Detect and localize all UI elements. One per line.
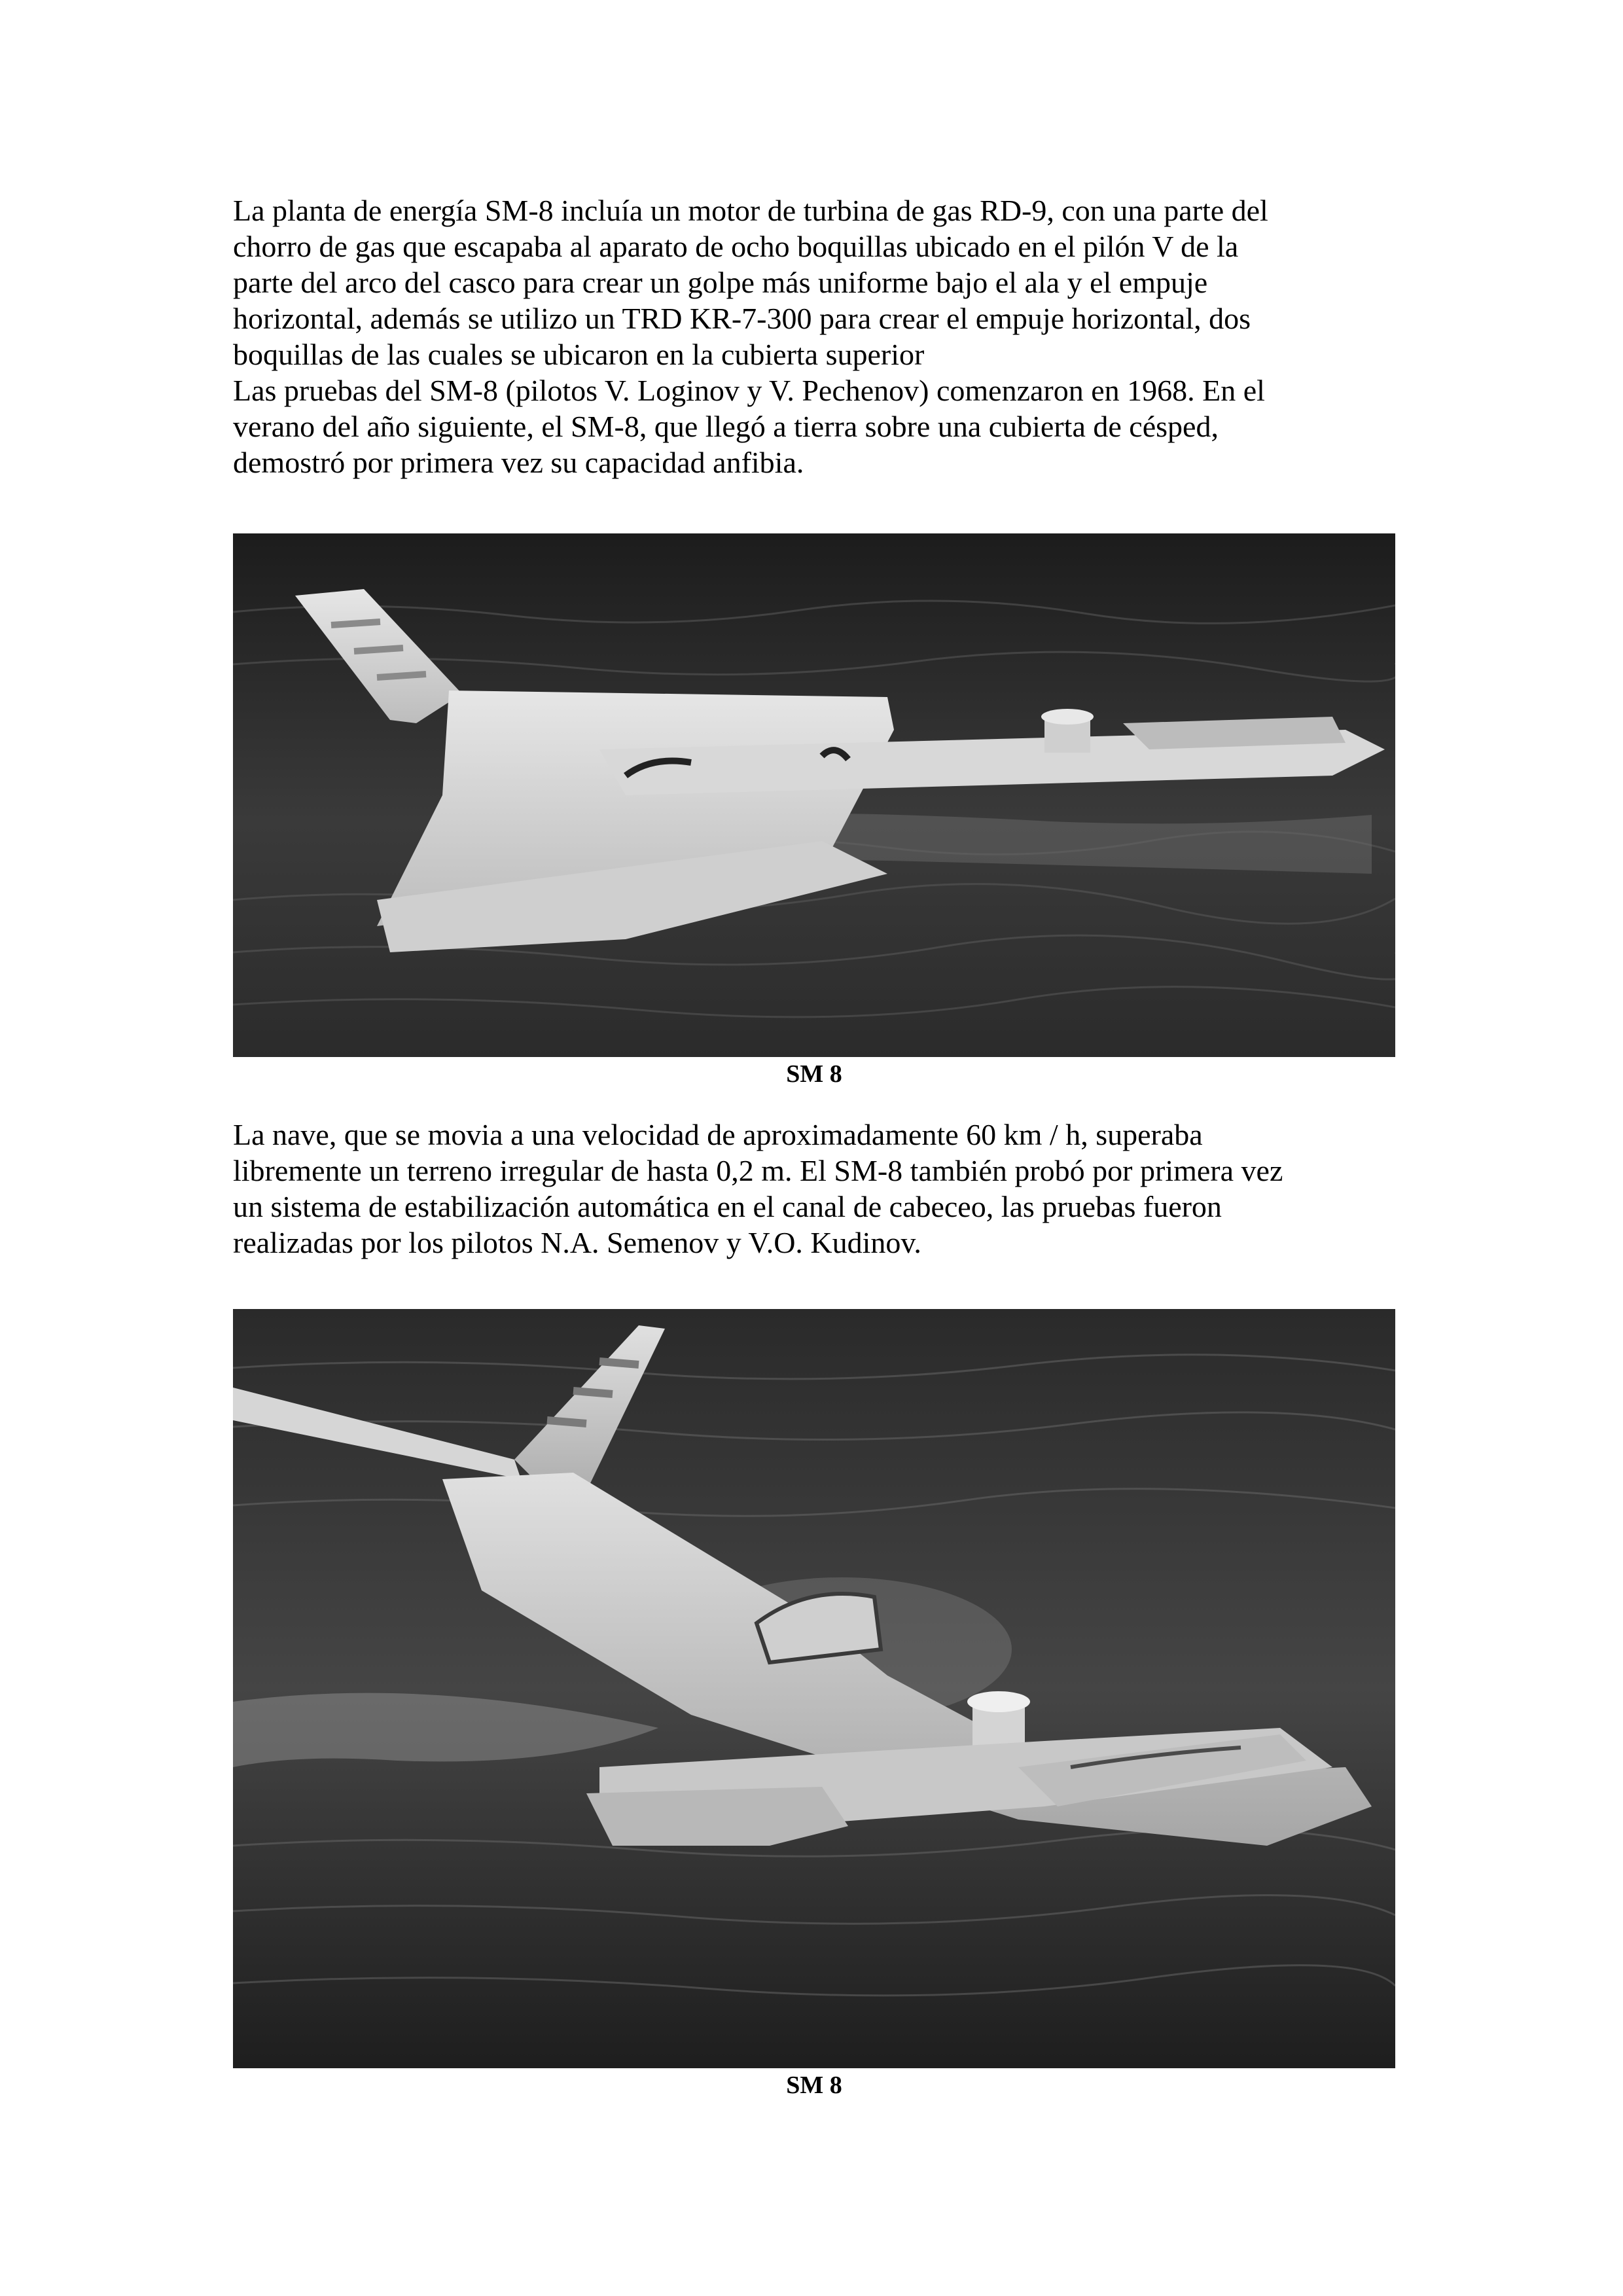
caption-1: SM 8 <box>786 1060 842 1088</box>
paragraph-2 <box>233 1117 1424 1261</box>
sm8-photo-2 <box>233 1309 1395 2068</box>
sm8-photo-2-image <box>233 1309 1395 2068</box>
sm8-photo-1-image <box>233 533 1395 1057</box>
paragraph-1-line: chorro de gas que escapaba al aparato de ocho boquillas ubicado en el pilón V de la <box>233 230 1239 263</box>
paragraph-1-line: parte del arco del casco para crear un golpe más uniforme bajo el ala y el empuje <box>233 266 1208 299</box>
paragraph-1-line: horizontal, además se utilizo un TRD KR-7-300 para crear el empuje horizontal, dos <box>233 302 1251 335</box>
paragraph-1 <box>233 192 1424 480</box>
caption-2: SM 8 <box>786 2072 842 2099</box>
paragraph-1-line: demostró por primera vez su capacidad anfibia. <box>233 446 804 479</box>
paragraph-2-line: realizadas por los pilotos N.A. Semenov y V.O. Kudinov. <box>233 1226 921 1259</box>
paragraph-1-line: Las pruebas del SM-8 (pilotos V. Loginov y V. Pechenov) comenzaron en 1968. En el <box>233 374 1265 407</box>
paragraph-2-line: un sistema de estabilización automática en el canal de cabeceo, las pruebas fueron <box>233 1190 1222 1223</box>
paragraph-1-line: verano del año siguiente, el SM-8, que llegó a tierra sobre una cubierta de césped, <box>233 410 1219 443</box>
paragraph-1-line: boquillas de las cuales se ubicaron en la cubierta superior <box>233 338 925 371</box>
paragraph-1-line: La planta de energía SM-8 incluía un motor de turbina de gas RD-9, con una parte del <box>233 194 1268 227</box>
sm8-photo-1 <box>233 533 1395 1057</box>
paragraph-2-line: libremente un terreno irregular de hasta 0,2 m. El SM-8 también probó por primera vez <box>233 1154 1283 1187</box>
paragraph-2-line: La nave, que se movia a una velocidad de aproximadamente 60 km / h, superaba <box>233 1118 1203 1151</box>
